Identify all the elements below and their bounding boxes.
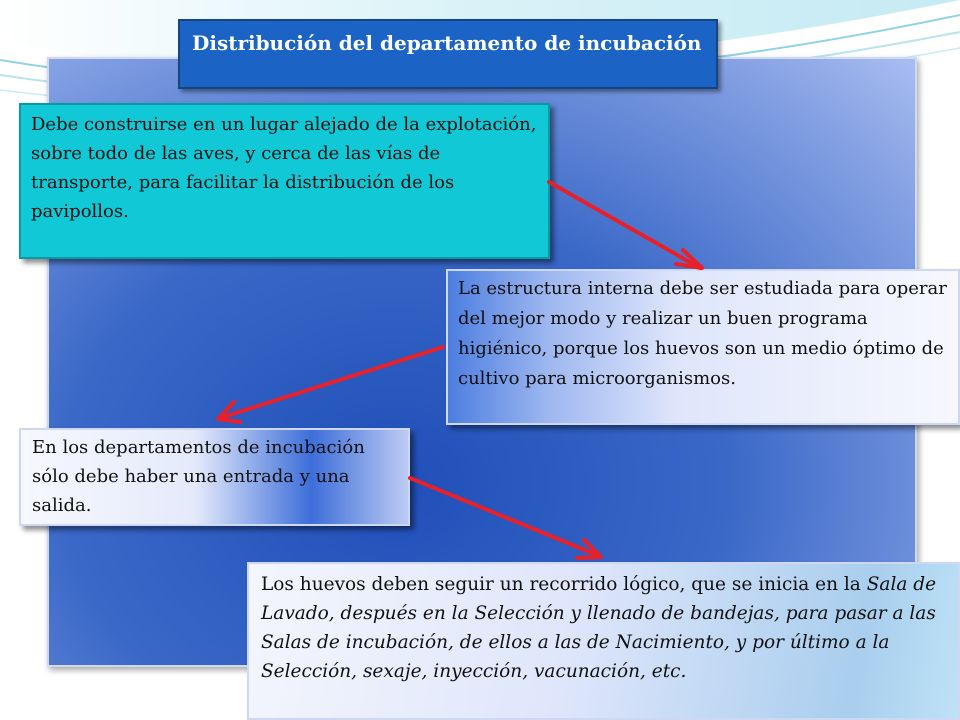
entrance-textbox	[19, 428, 410, 526]
slide-title: Distribución del departamento de incubación	[192, 31, 702, 55]
entrance-text: En los departamentos de incubación sólo debe haber una entrada y una salida.	[32, 437, 365, 516]
route-textbox	[247, 562, 960, 720]
route-italic-text: Sala de Lavado, después en la Selección y llenado de bandejas, para pasar a las Salas de incubación, de ellos a las de Nacimiento, y por último a la Selección, sexaje, inyección, vacunación, etc.	[261, 574, 937, 682]
location-text: Debe construirse en un lugar alejado de la explotación, sobre todo de las aves, y cerca de las vías de transporte, para facilitar la distribución de los pavipollos.	[31, 114, 537, 222]
location-textbox	[19, 103, 550, 259]
title-box	[178, 19, 718, 89]
structure-text: La estructura interna debe ser estudiada para operar del mejor modo y realizar un buen programa higiénico, porque los huevos son un medio óptimo de cultivo para microorganismos.	[458, 278, 947, 389]
route-intro-text: Los huevos deben seguir un recorrido lógico, que se inicia en la	[261, 574, 861, 595]
structure-textbox	[446, 269, 960, 425]
